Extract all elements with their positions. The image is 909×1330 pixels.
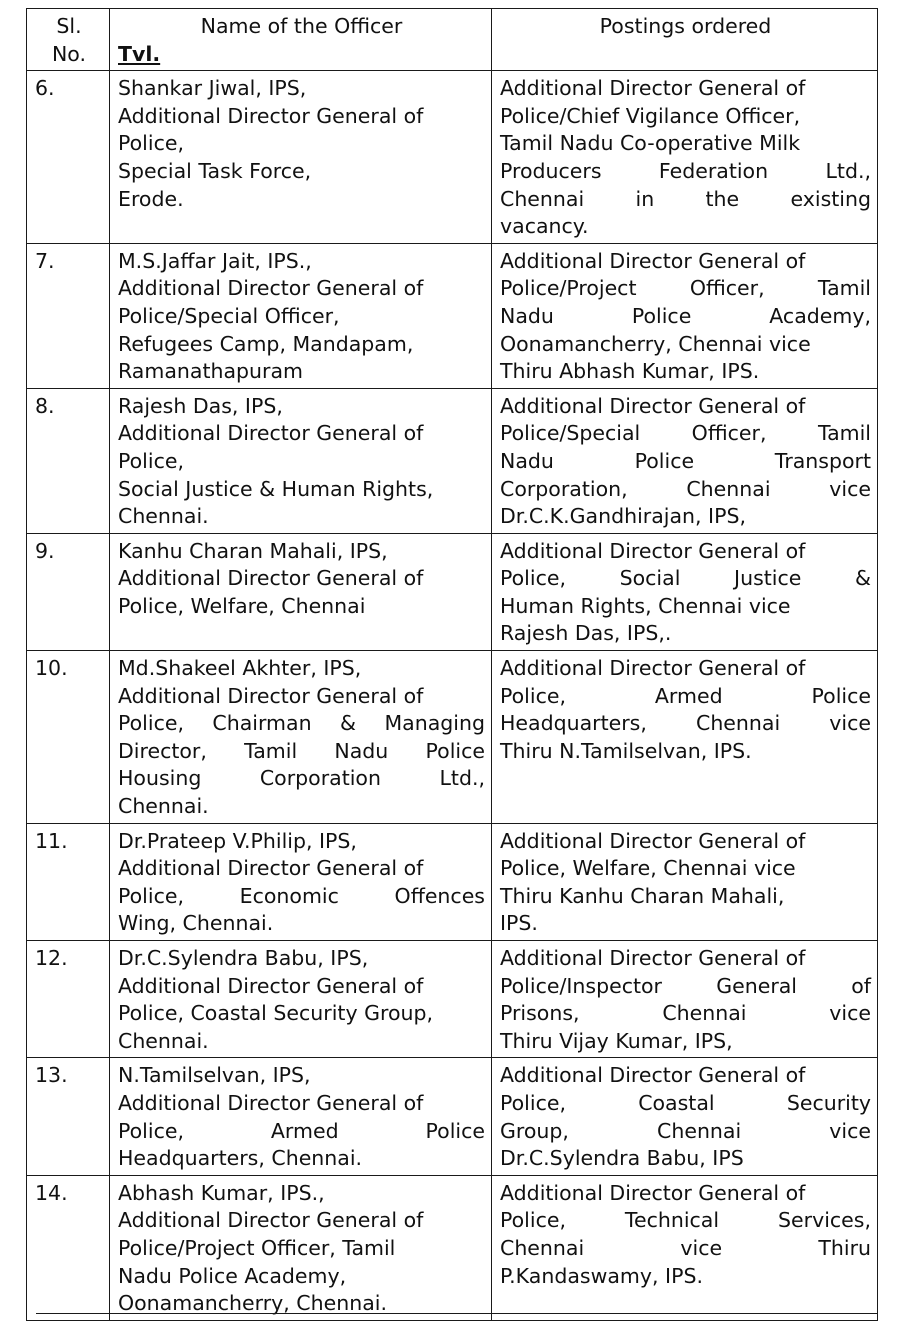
posting-line: Police/Project Officer, Tamil <box>500 276 871 301</box>
officer-name-cell <box>110 1175 492 1320</box>
officer-name-line: Dr.C.Sylendra Babu, IPS, <box>118 946 369 970</box>
serial-number: 7. <box>27 243 110 388</box>
posting-line: Police, Armed Police <box>500 683 871 708</box>
posting-line: Thiru N.Tamilselvan, IPS. <box>500 738 752 763</box>
posting-cell <box>492 941 878 1058</box>
posting-line: Additional Director General of <box>500 538 806 563</box>
officer-name-line: Additional Director General of <box>118 856 424 881</box>
officer-name-line: Refugees Camp, Mandapam, <box>118 331 414 356</box>
officer-name-line: Director, Tamil Nadu Police <box>118 738 485 763</box>
officer-name-line: Additional Director General of <box>118 566 424 591</box>
officer-name-line: Additional Director General of <box>118 1090 424 1115</box>
officer-name-line: Police, Coastal Security Group, <box>118 1001 434 1026</box>
header-postings-label: Postings ordered <box>599 14 772 38</box>
bottom-rule <box>36 1313 877 1314</box>
table-body <box>27 71 878 1321</box>
serial-number: 8. <box>27 388 110 533</box>
posting-line: Additional Director General of <box>500 76 806 101</box>
posting-line: Additional Director General of <box>500 393 806 418</box>
serial-number: 13. <box>27 1058 110 1175</box>
posting-line: Human Rights, Chennai vice <box>500 593 791 618</box>
officer-name-line: Additional Director General of <box>118 973 424 998</box>
officer-name-line: Special Task Force, <box>118 158 312 183</box>
officer-name-line: Nadu Police Academy, <box>118 1263 347 1288</box>
serial-number: 14. <box>27 1175 110 1320</box>
officer-name-line: Social Justice & Human Rights, <box>118 476 434 501</box>
officer-name-line: Additional Director General of <box>118 103 424 128</box>
posting-line: Police/Special Officer, Tamil <box>500 421 871 446</box>
officer-name-line: Abhash Kumar, IPS., <box>118 1180 325 1205</box>
posting-cell <box>492 533 878 650</box>
officer-name-line: Police, Economic Offences <box>118 883 485 908</box>
serial-number: 6. <box>27 71 110 244</box>
table-row <box>27 71 878 244</box>
posting-line: Additional Director General of <box>500 1180 806 1205</box>
header-sl-no <box>27 9 110 71</box>
posting-line: Dr.C.K.Gandhirajan, IPS, <box>500 504 746 529</box>
officer-name-line: Wing, Chennai. <box>118 911 274 936</box>
officer-name-cell <box>110 533 492 650</box>
posting-cell <box>492 1175 878 1320</box>
posting-line: Dr.C.Sylendra Babu, IPS <box>500 1146 744 1171</box>
posting-line: Nadu Police Transport <box>500 448 871 473</box>
officer-name-line: Police, Welfare, Chennai <box>118 593 366 618</box>
officer-name-line: Police, <box>118 131 184 156</box>
header-row <box>27 9 878 71</box>
posting-line: Prisons, Chennai vice <box>500 1001 871 1026</box>
table-row <box>27 243 878 388</box>
officer-name-cell <box>110 651 492 824</box>
officer-name-cell <box>110 823 492 940</box>
officer-name-line: Police, <box>118 448 184 473</box>
posting-line: Additional Director General of <box>500 946 806 970</box>
header-officer-name <box>110 9 492 71</box>
posting-line: Additional Director General of <box>500 656 806 681</box>
officer-name-line: Md.Shakeel Akhter, IPS, <box>118 656 362 681</box>
officer-name-line: Ramanathapuram <box>118 359 304 384</box>
header-sl-no-line1: Sl. <box>56 14 82 38</box>
posting-line: P.Kandaswamy, IPS. <box>500 1263 703 1288</box>
officer-name-line: Police, Armed Police <box>118 1118 485 1143</box>
posting-line: Thiru Abhash Kumar, IPS. <box>500 359 760 384</box>
officer-name-line: Police/Project Officer, Tamil <box>118 1235 396 1260</box>
table-row <box>27 823 878 940</box>
posting-cell <box>492 388 878 533</box>
officer-name-cell <box>110 941 492 1058</box>
posting-line: Chennai vice Thiru <box>500 1235 871 1260</box>
officer-name-cell <box>110 1058 492 1175</box>
posting-line: Rajesh Das, IPS,. <box>500 621 672 646</box>
posting-line: Chennai in the existing <box>500 186 871 211</box>
posting-line: Thiru Vijay Kumar, IPS, <box>500 1028 733 1053</box>
officer-name-line: N.Tamilselvan, IPS, <box>118 1063 311 1088</box>
posting-line: vacancy. <box>500 214 589 239</box>
officer-name-line: Chennai. <box>118 1028 209 1053</box>
posting-cell <box>492 243 878 388</box>
posting-line: Additional Director General of <box>500 1063 806 1088</box>
posting-line: Police, Technical Services, <box>500 1208 871 1233</box>
posting-cell <box>492 71 878 244</box>
posting-line: Additional Director General of <box>500 828 806 853</box>
officer-name-line: Chennai. <box>118 504 209 529</box>
officer-name-line: Additional Director General of <box>118 276 424 301</box>
serial-number: 9. <box>27 533 110 650</box>
officer-name-line: Additional Director General of <box>118 1208 424 1233</box>
posting-line: Additional Director General of <box>500 248 806 273</box>
officer-name-line: Rajesh Das, IPS, <box>118 393 283 418</box>
posting-cell <box>492 651 878 824</box>
officer-name-line: Kanhu Charan Mahali, IPS, <box>118 538 388 563</box>
officer-name-line: Additional Director General of <box>118 421 424 446</box>
posting-line: Oonamancherry, Chennai vice <box>500 331 811 356</box>
posting-line: Police, Coastal Security <box>500 1090 871 1115</box>
posting-line: Producers Federation Ltd., <box>500 158 871 183</box>
posting-cell <box>492 1058 878 1175</box>
posting-cell <box>492 823 878 940</box>
posting-line: Corporation, Chennai vice <box>500 476 871 501</box>
officer-name-line: Shankar Jiwal, IPS, <box>118 76 307 101</box>
table-row <box>27 651 878 824</box>
table-row <box>27 1058 878 1175</box>
officer-name-cell <box>110 243 492 388</box>
table-row <box>27 533 878 650</box>
posting-line: Thiru Kanhu Charan Mahali, <box>500 883 785 908</box>
officer-name-line: Oonamancherry, Chennai. <box>118 1291 387 1316</box>
officer-name-line: Housing Corporation Ltd., <box>118 766 485 791</box>
postings-table <box>26 8 878 1321</box>
officer-name-line: M.S.Jaffar Jait, IPS., <box>118 248 312 273</box>
posting-line: Police/Chief Vigilance Officer, <box>500 103 801 128</box>
posting-line: Police, Welfare, Chennai vice <box>500 856 796 881</box>
posting-line: Group, Chennai vice <box>500 1118 871 1143</box>
posting-line: Police/Inspector General of <box>500 973 871 998</box>
posting-line: Police, Social Justice & <box>500 566 871 591</box>
posting-line: Headquarters, Chennai vice <box>500 711 871 736</box>
header-officer-name-label: Name of the Officer <box>200 14 403 38</box>
header-tvl-label: Tvl. <box>118 41 161 66</box>
posting-line: Nadu Police Academy, <box>500 303 871 328</box>
posting-line: IPS. <box>500 911 538 936</box>
serial-number: 12. <box>27 941 110 1058</box>
table-row <box>27 941 878 1058</box>
officer-name-line: Police/Special Officer, <box>118 303 340 328</box>
serial-number: 10. <box>27 651 110 824</box>
table-row <box>27 1175 878 1320</box>
officer-name-line: Headquarters, Chennai. <box>118 1146 363 1171</box>
serial-number: 11. <box>27 823 110 940</box>
officer-name-line: Erode. <box>118 186 184 211</box>
table-row <box>27 388 878 533</box>
header-sl-no-line2: No. <box>51 41 87 66</box>
posting-line: Tamil Nadu Co-operative Milk <box>500 131 801 156</box>
officer-name-line: Chennai. <box>118 794 209 819</box>
officer-name-line: Additional Director General of <box>118 683 424 708</box>
officer-name-cell <box>110 71 492 244</box>
officer-name-cell <box>110 388 492 533</box>
header-postings-ordered <box>492 9 878 71</box>
officer-name-line: Police, Chairman & Managing <box>118 711 485 736</box>
officer-name-line: Dr.Prateep V.Philip, IPS, <box>118 828 357 853</box>
